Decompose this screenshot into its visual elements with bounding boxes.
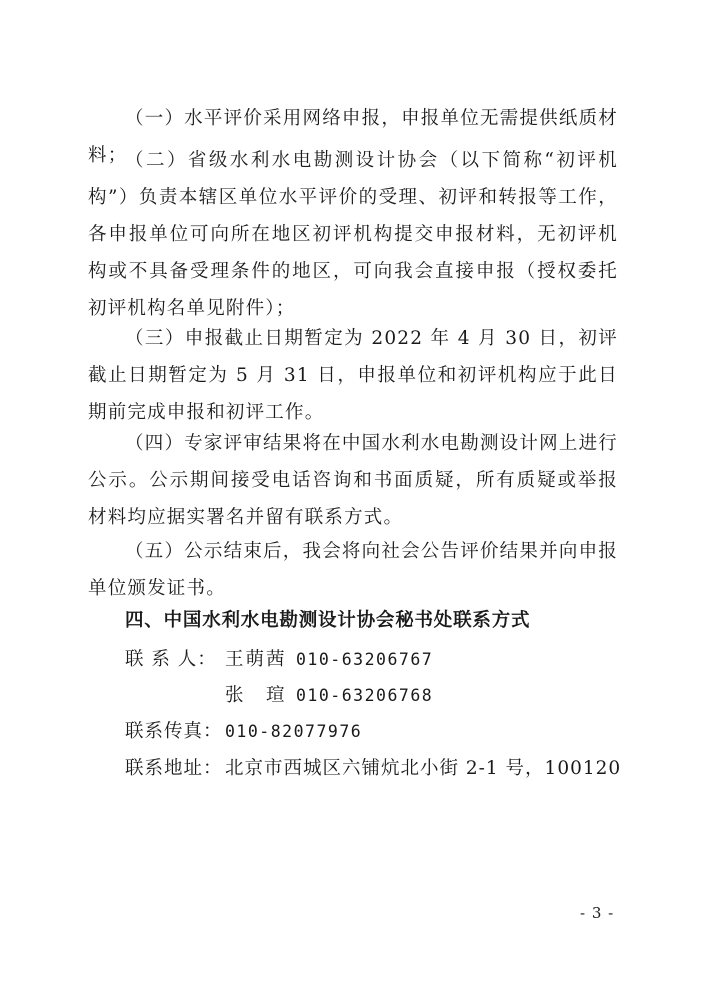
paragraph-provincial-association: （二）省级水利水电勘测设计协会（以下简称“初评机构”）负责本辖区单位水平评价的受理、初评和转报等工作，各申报单位可向所在地区初评机构提交申报材料，无初评机构或不具备受理条件的地区，可向我会直接申报（授权委托初评机构名单见附件）；: [88, 150, 618, 319]
address-label: 联系地址：: [125, 758, 223, 779]
contact-name-2: 张 瑄: [225, 685, 287, 706]
fax-label: 联系传真：: [125, 721, 223, 742]
paragraph-publication: （五）公示结束后，我会将向社会公告评价结果并向申报单位颁发证书。: [88, 541, 618, 599]
contact-phone-1: 010-63206767: [296, 650, 434, 669]
contact-phone-2: 010-63206768: [296, 686, 434, 705]
page-number: - 3 -: [580, 904, 615, 922]
paragraph-online-application: （一）水平评价采用网络申报，申报单位无需提供纸质材料；: [88, 108, 618, 166]
paragraph-deadline: （三）申报截止日期暂定为 2022 年 4 月 30 日，初评截止日期暂定为 5 月 31 日，申报单位和初评机构应于此日期前完成申报和初评工作。: [88, 328, 618, 423]
contact-name-1: 王萌茜: [225, 649, 287, 670]
fax-number: 010-82077976: [225, 722, 363, 741]
address-text: 北京市西城区六铺炕北小街 2-1 号，100120: [225, 758, 622, 779]
paragraph-expert-review: （四）专家评审结果将在中国水利水电勘测设计网上进行公示。公示期间接受电话咨询和书面质疑，所有质疑或举报材料均应据实署名并留有联系方式。: [88, 433, 618, 528]
contact-person-label: 联 系 人：: [125, 649, 217, 670]
section-heading-contacts: 四、中国水利水电勘测设计协会秘书处联系方式: [125, 610, 531, 631]
